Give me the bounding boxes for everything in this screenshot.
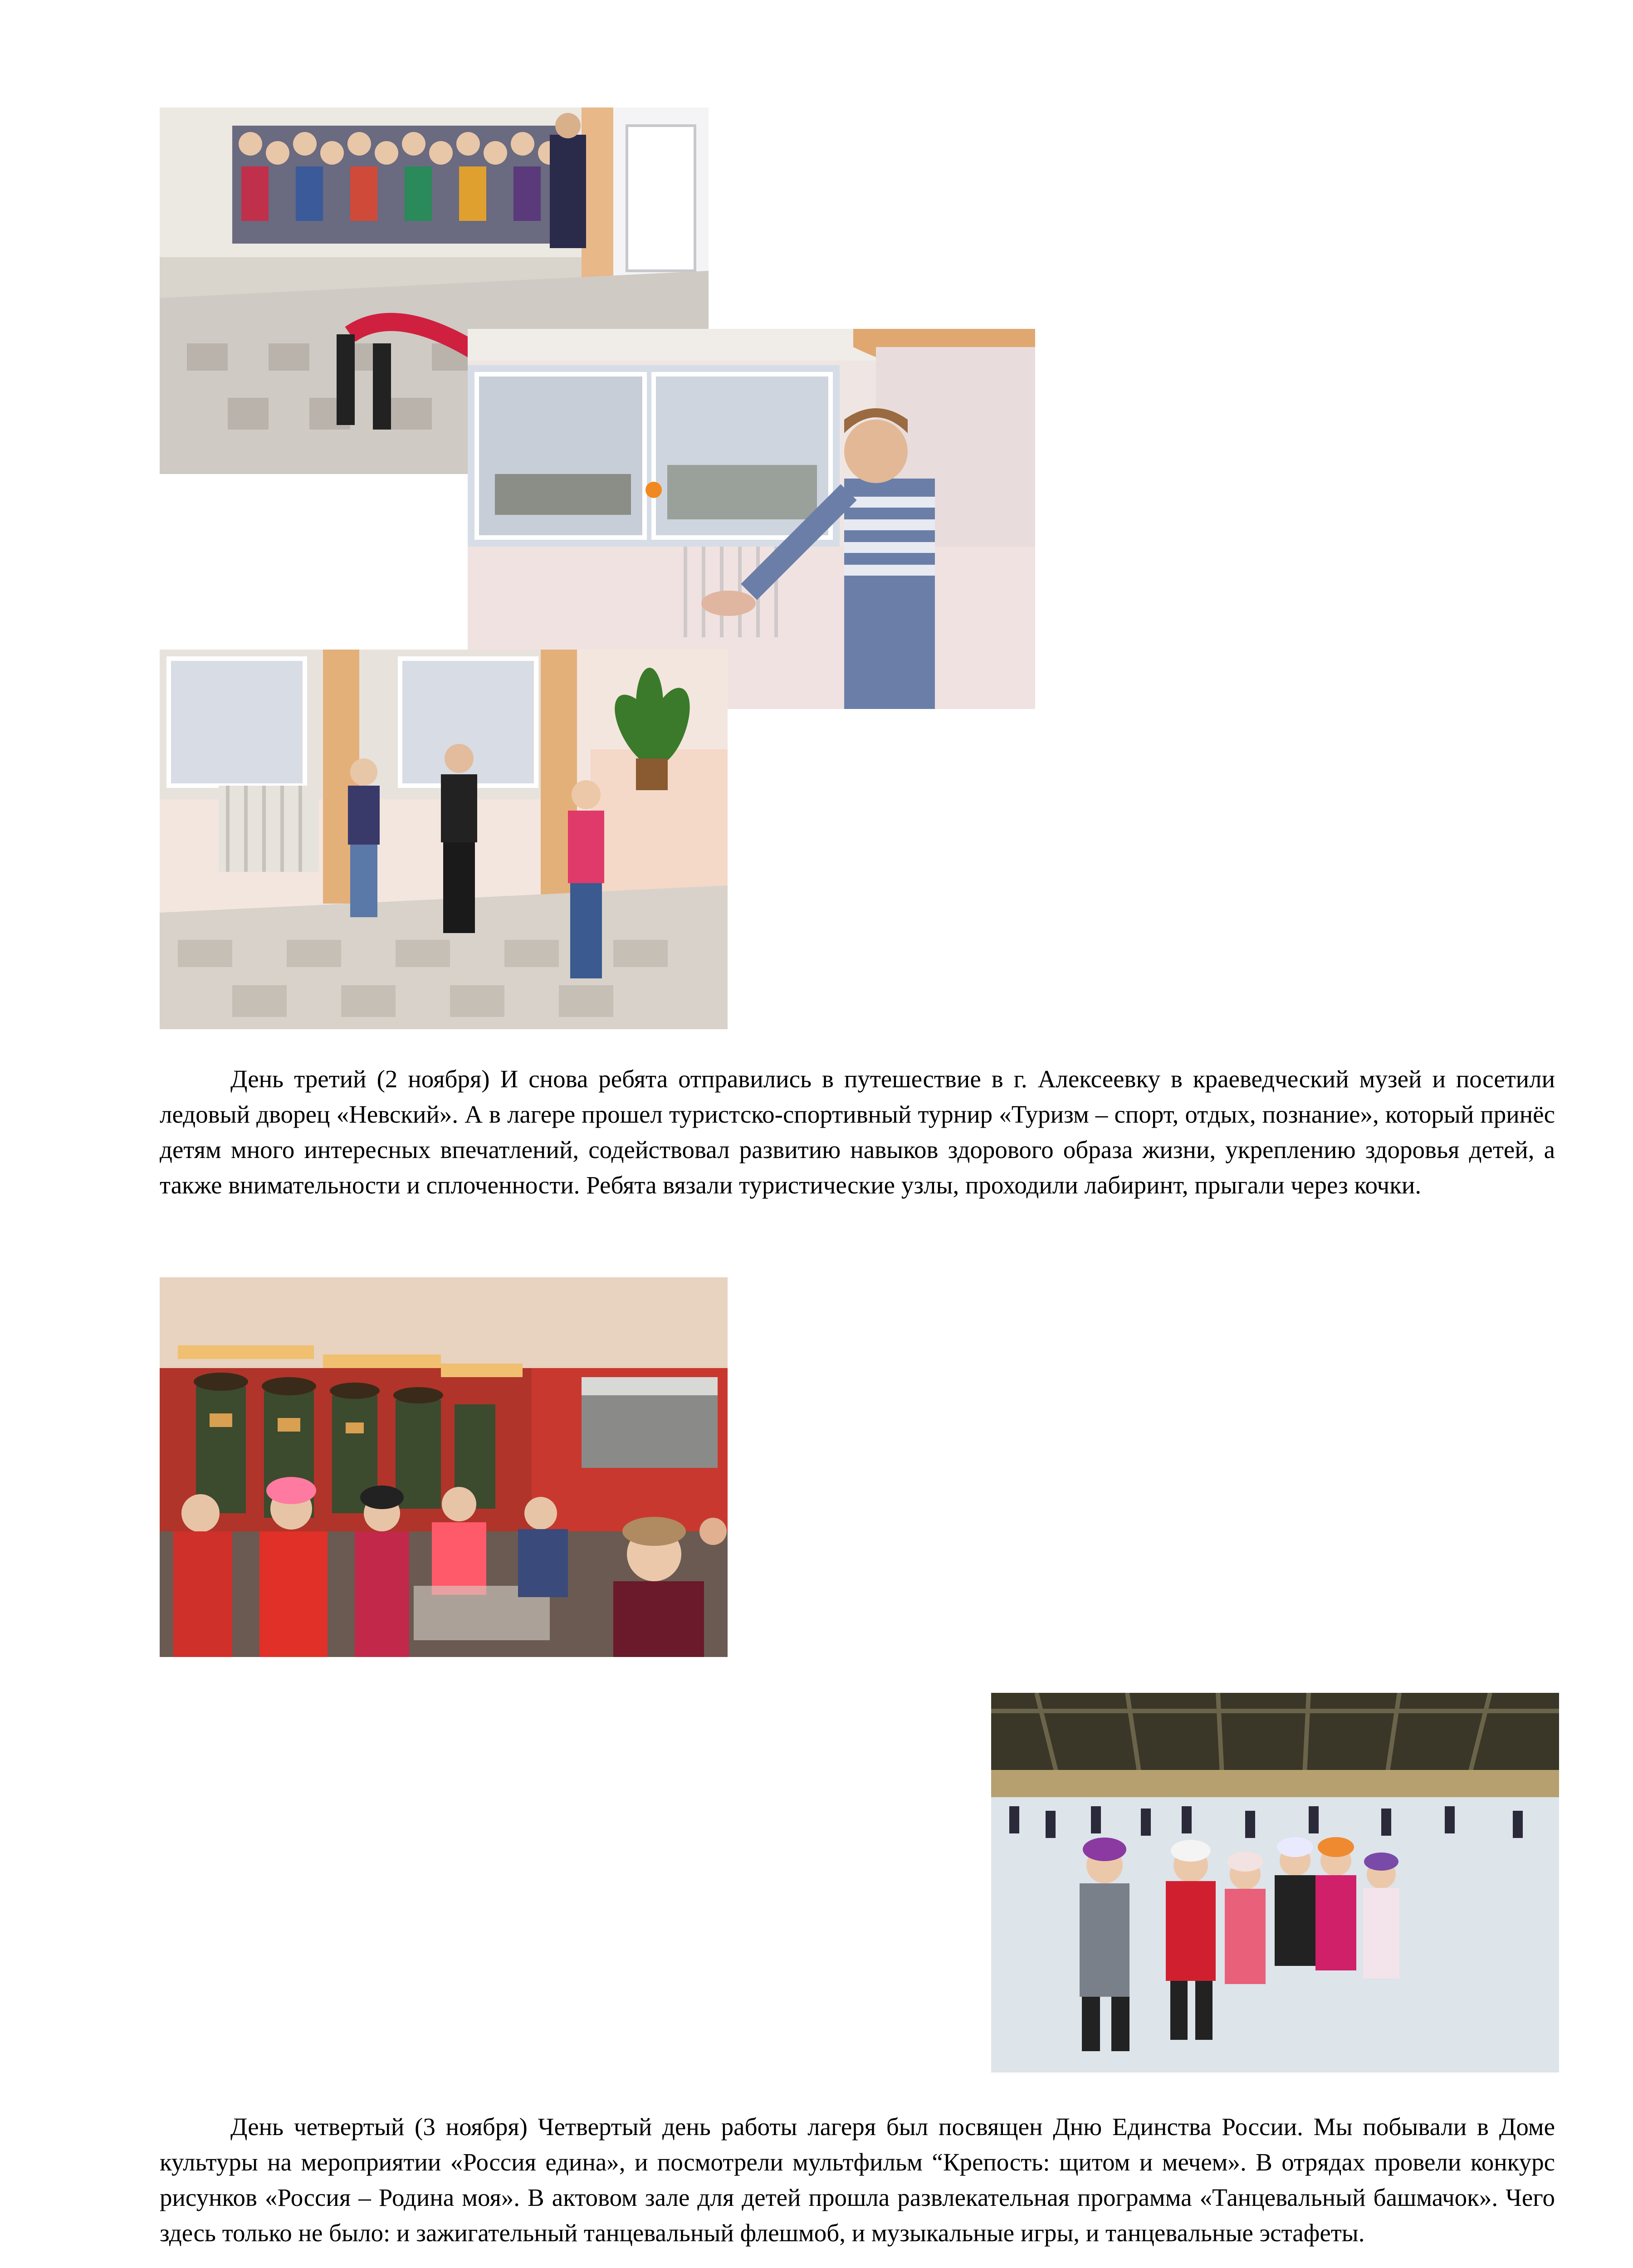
- paragraph-day-three: День третий (2 ноября) И снова ребята отправились в путешествие в г. Алексеевку в краеведческий музей и посетили ледовый дворец «Невский». А в лагере прошел туристско-спортивный турнир «Туризм – спорт, отдых, познание», который принёс детям много интересных впечатлений, содействовал развитию навыков здорового образа жизни, укреплению здоровья детей, а также внимательности и сплоченности. Ребята вязали туристические узлы, проходили лабиринт, прыгали через кочки.: [160, 1065, 1555, 1199]
- photo-museum-visit: [160, 1277, 728, 1657]
- photo-ice-rink: [991, 1693, 1559, 2072]
- photo-girls-dancing: [160, 650, 728, 1029]
- paragraph-day-four: День четвертый (3 ноября) Четвертый день работы лагеря был посвящен Дню Единства России. Мы побывали в Доме культуры на мероприятии «Россия едина», и посмотрели мультфильм “Крепость: щитом и мечем». В отрядах провели конкурс рисунков «Россия – Родина моя». В актовом зале для детей прошла развлекательная программа «Танцевальный башмачок». Чего здесь только не было: и зажигательный танцевальный флешмоб, и музыкальные игры, и танцевальные эстафеты.: [160, 2113, 1555, 2247]
